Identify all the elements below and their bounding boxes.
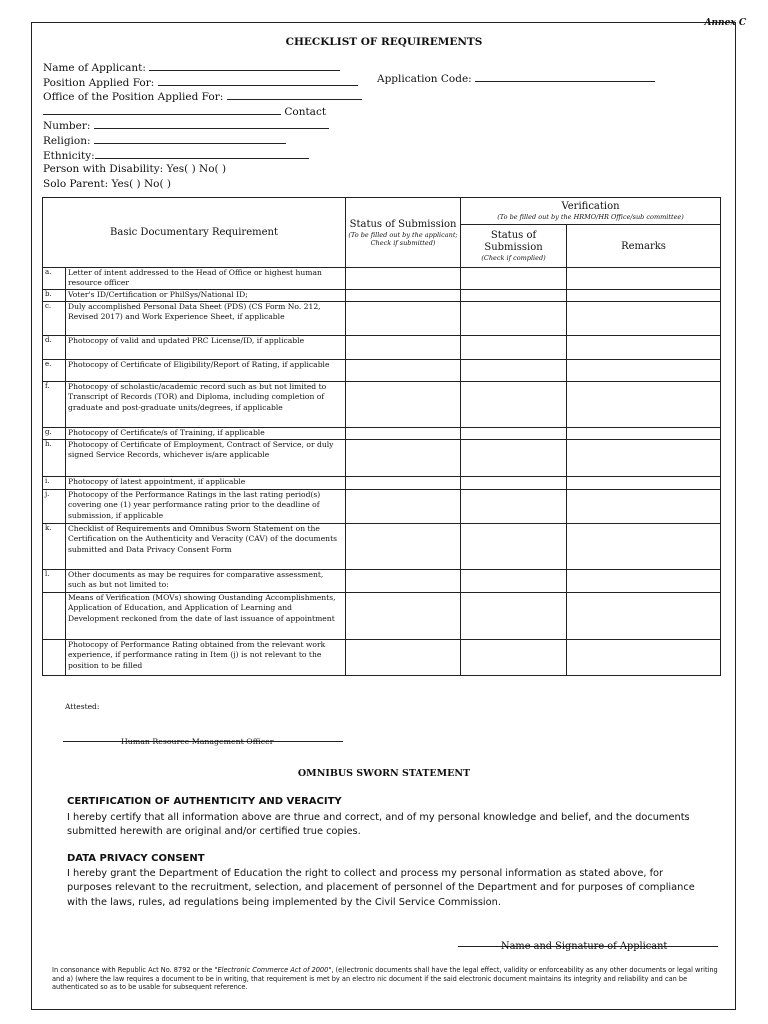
row-letter: e.: [43, 360, 66, 382]
status-cell[interactable]: [346, 640, 461, 676]
row-letter: k.: [43, 524, 66, 570]
cav-text: I hereby certify that all information above are thrue and correct, and of my personal knowledge and belief, and the documents submitted herewith are original and/or certified true copies.: [67, 812, 690, 838]
row-letter: h.: [43, 440, 66, 477]
verif-status-cell[interactable]: [461, 490, 567, 524]
verif-status-cell[interactable]: [461, 302, 567, 336]
status-cell[interactable]: [346, 477, 461, 490]
status-cell[interactable]: [346, 268, 461, 290]
cav-heading: CERTIFICATION OF AUTHENTICITY AND VERACITY: [67, 796, 342, 807]
table-row: [43, 477, 721, 490]
table-row: [43, 640, 721, 676]
verif-status-cell[interactable]: [461, 336, 567, 360]
verif-status-cell[interactable]: [461, 524, 567, 570]
remarks-cell[interactable]: [567, 268, 721, 290]
row-requirement: Photocopy of Performance Rating obtained from the relevant work experience, if performance rating in Item (j) is not relevant to the position to be filled: [66, 640, 346, 676]
remarks-cell[interactable]: [567, 524, 721, 570]
name-label: Name of Applicant:: [43, 62, 146, 74]
number-field[interactable]: [94, 118, 329, 129]
row-requirement: Other documents as may be requires for comparative assessment, such as but not limited to:: [66, 570, 346, 593]
religion-field[interactable]: [94, 133, 286, 144]
table-row: [43, 336, 721, 360]
applicant-signature-label: Name and Signature of Applicant: [501, 941, 668, 952]
row-letter: b.: [43, 290, 66, 302]
verif-status-cell[interactable]: [461, 593, 567, 640]
row-requirement: Photocopy of Certificate of Employment, Contract of Service, or duly signed Service Records, whichever is/are applicable: [66, 440, 346, 477]
col-verification-note: (To be filled out by the HRMO/HR Office/sub committee): [497, 213, 684, 221]
row-requirement: Means of Verification (MOVs) showing Oustanding Accomplishments, Application of Education, and Application of Learning and Development reckoned from the date of last issuance of appointment: [66, 593, 346, 640]
solo-parent-question[interactable]: Solo Parent: Yes( ) No( ): [43, 177, 172, 190]
col-verif-status-label: Status of Submission: [484, 230, 543, 253]
requirements-table: [42, 197, 721, 676]
attested-label: Attested:: [65, 702, 100, 711]
status-cell[interactable]: [346, 593, 461, 640]
requirements-body: [43, 268, 721, 676]
row-requirement: Letter of intent addressed to the Head of Office or highest human resource officer: [66, 268, 346, 290]
contact-label: Contact: [284, 105, 327, 118]
row-requirement: Photocopy of valid and updated PRC License/ID, if applicable: [66, 336, 346, 360]
remarks-cell[interactable]: [567, 360, 721, 382]
status-cell[interactable]: [346, 336, 461, 360]
table-row: [43, 570, 721, 593]
row-letter: a.: [43, 268, 66, 290]
status-cell[interactable]: [346, 302, 461, 336]
remarks-cell[interactable]: [567, 290, 721, 302]
footnote-pre: In consonance with Republic Act No. 8792 or the ": [52, 966, 218, 974]
row-letter: [43, 640, 66, 676]
app-code-label: Application Code:: [377, 73, 472, 85]
table-row: [43, 382, 721, 428]
verif-status-cell[interactable]: [461, 640, 567, 676]
verif-status-cell[interactable]: [461, 570, 567, 593]
verif-status-cell[interactable]: [461, 268, 567, 290]
verif-status-cell[interactable]: [461, 382, 567, 428]
table-row: [43, 360, 721, 382]
dpc-text: I hereby grant the Department of Education the right to collect and process my personal information as stated above, for purposes relevant to the recruitment, selection, and placement of personnel of the Department and for purposes of compliance with the laws, rules, ad regulations being implemented by the Civil Service Commission.: [67, 868, 695, 908]
remarks-cell[interactable]: [567, 640, 721, 676]
col-verif-status-note: (Check if complied): [481, 254, 546, 262]
row-letter: [43, 593, 66, 640]
remarks-cell[interactable]: [567, 593, 721, 640]
status-cell[interactable]: [346, 360, 461, 382]
religion-label: Religion:: [43, 134, 91, 147]
row-letter: c.: [43, 302, 66, 336]
table-row: [43, 428, 721, 440]
col-requirement: Basic Documentary Requirement: [43, 198, 346, 268]
remarks-cell[interactable]: [567, 428, 721, 440]
pwd-question[interactable]: Person with Disability: Yes( ) No( ): [43, 163, 227, 176]
office-label: Office of the Position Applied For:: [43, 91, 224, 104]
table-row: [43, 593, 721, 640]
status-cell[interactable]: [346, 382, 461, 428]
hrmo-label: Human Resource Management Officer: [121, 737, 274, 746]
verif-status-cell[interactable]: [461, 290, 567, 302]
status-cell[interactable]: [346, 490, 461, 524]
remarks-cell[interactable]: [567, 570, 721, 593]
verif-status-cell[interactable]: [461, 360, 567, 382]
row-letter: l.: [43, 570, 66, 593]
number-label: Number:: [43, 120, 91, 133]
col-verification-label: Verification: [561, 201, 620, 212]
row-requirement: Voter's ID/Certification or PhilSys/National ID;: [66, 290, 346, 302]
remarks-cell[interactable]: [567, 336, 721, 360]
dpc-heading: DATA PRIVACY CONSENT: [67, 853, 205, 864]
col-status: [346, 198, 461, 268]
col-status-label: Status of Submission: [349, 218, 457, 230]
row-letter: d.: [43, 336, 66, 360]
position-label: Position Applied For:: [43, 76, 155, 89]
row-requirement: Checklist of Requirements and Omnibus Sworn Statement on the Certification on the Authenticity and Veracity (CAV) of the documents submitted and Data Privacy Consent Form: [66, 524, 346, 570]
table-row: [43, 524, 721, 570]
ethnicity-label: Ethnicity:: [43, 149, 95, 162]
office-field[interactable]: [227, 89, 362, 100]
remarks-cell[interactable]: [567, 440, 721, 477]
row-requirement: Duly accomplished Personal Data Sheet (PDS) (CS Form No. 212, Revised 2017) and Work Experience Sheet, if applicable: [66, 302, 346, 336]
applicant-fields: [43, 60, 362, 191]
table-row: [43, 268, 721, 290]
row-letter: i.: [43, 477, 66, 490]
table-row: [43, 302, 721, 336]
remarks-cell[interactable]: [567, 382, 721, 428]
table-row: [43, 490, 721, 524]
remarks-cell[interactable]: [567, 302, 721, 336]
table-row: [43, 290, 721, 302]
footnote: [52, 966, 720, 992]
status-cell[interactable]: [346, 440, 461, 477]
status-cell[interactable]: [346, 428, 461, 440]
annex-label: Annex C: [704, 18, 746, 28]
remarks-cell[interactable]: [567, 477, 721, 490]
table-row: [43, 440, 721, 477]
app-code-field[interactable]: [475, 71, 655, 82]
status-cell[interactable]: [346, 524, 461, 570]
col-verif-status: [461, 225, 567, 268]
ethnicity-field[interactable]: [95, 148, 309, 159]
omnibus-title: OMNIBUS SWORN STATEMENT: [297, 768, 471, 779]
col-verification: [461, 198, 721, 225]
remarks-cell[interactable]: [567, 490, 721, 524]
row-requirement: Photocopy of latest appointment, if applicable: [66, 477, 346, 490]
name-field[interactable]: [149, 60, 340, 71]
verif-status-cell[interactable]: [461, 477, 567, 490]
position-field[interactable]: [158, 75, 358, 86]
footnote-post: ", (e)lectronic documents shall have the legal effect, validity or enforceability as any other documents or legal writing and a) (where the law requires a document to be in writing, that requirement is met by an electro nic document if the said electronic document maintains its integrity and reliability and can be authenticated so as to be usable for subsequent reference.: [52, 966, 718, 992]
row-requirement: Photocopy of the Performance Ratings in the last rating period(s) covering one (1) year performance rating prior to the deadline of submission, if applicable: [66, 490, 346, 524]
status-cell[interactable]: [346, 290, 461, 302]
contact-blank[interactable]: [43, 104, 281, 115]
page-title: CHECKLIST OF REQUIREMENTS: [285, 36, 483, 48]
row-letter: g.: [43, 428, 66, 440]
row-requirement: Photocopy of scholastic/academic record such as but not limited to Transcript of Records (TOR) and Diploma, including completion of graduate and post-graduate units/degrees, if applicable: [66, 382, 346, 428]
row-requirement: Photocopy of Certificate of Eligibility/Report of Rating, if applicable: [66, 360, 346, 382]
row-requirement: Photocopy of Certificate/s of Training, if applicable: [66, 428, 346, 440]
verif-status-cell[interactable]: [461, 440, 567, 477]
status-cell[interactable]: [346, 570, 461, 593]
row-letter: f.: [43, 382, 66, 428]
col-status-note: (To be filled out by the applicant; Check if submitted): [348, 230, 458, 247]
verif-status-cell[interactable]: [461, 428, 567, 440]
col-remarks: Remarks: [567, 225, 721, 268]
row-letter: j.: [43, 490, 66, 524]
footnote-act: Electronic Commerce Act of 2000: [217, 966, 329, 974]
